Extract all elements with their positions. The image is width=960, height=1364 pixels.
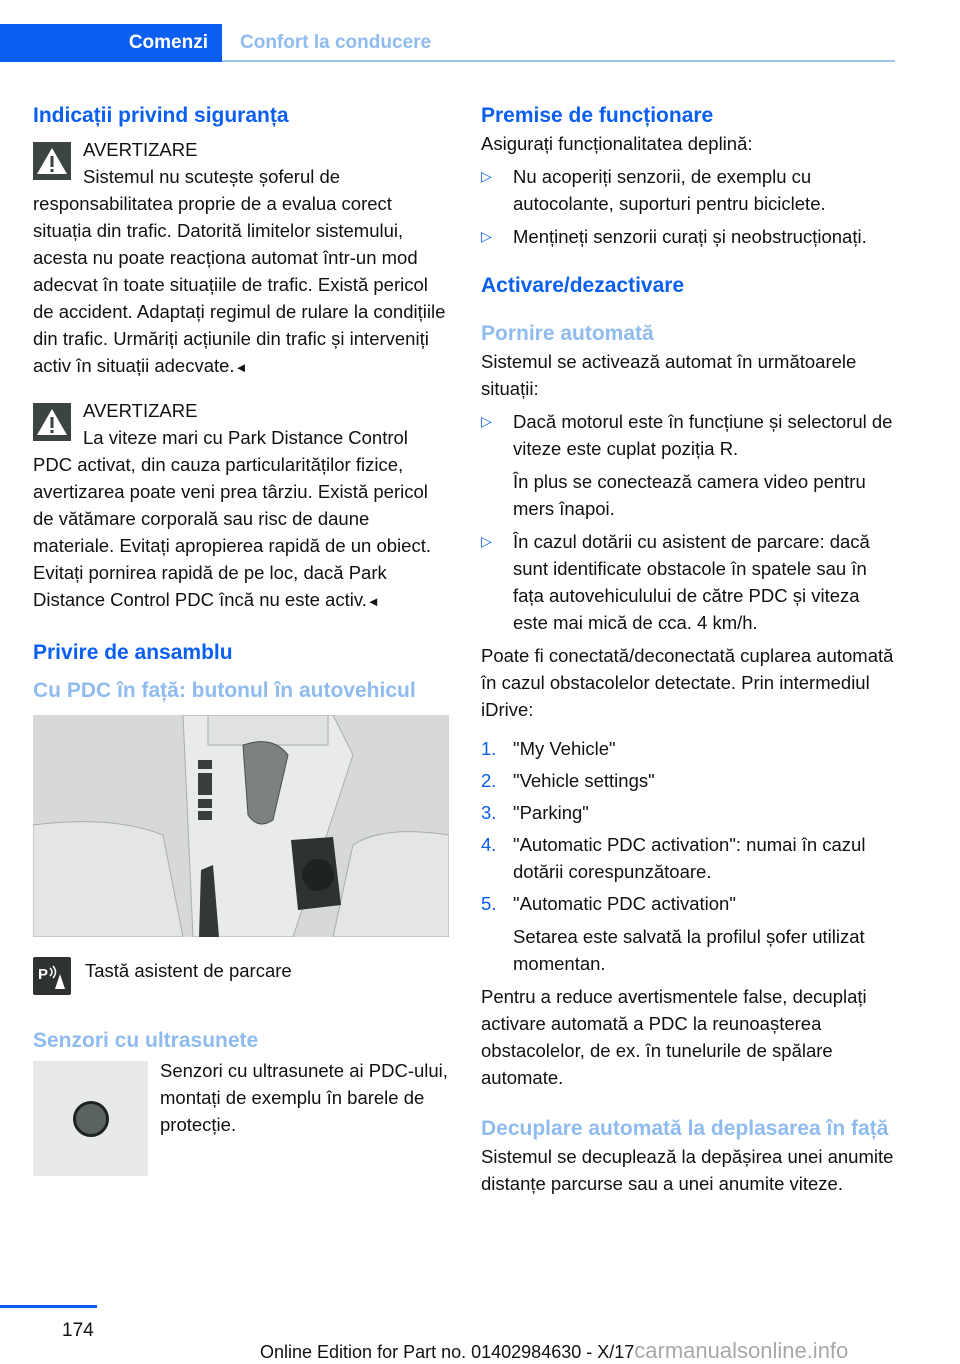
step-text: "Automatic PDC activation"	[513, 893, 736, 914]
triangle-bullet-icon: ▷	[481, 228, 492, 244]
prereq-list	[481, 163, 897, 250]
tab-label: Confort la conducere	[240, 32, 432, 53]
idrive-intro: Poate fi conectată/deconectată cuplarea automată în cazul obstacolelor detectate. Prin intermediul iDrive:	[481, 645, 894, 720]
tab-confort-la-conducere[interactable]	[240, 24, 431, 62]
edition-line	[260, 1338, 848, 1364]
edition-text: Online Edition for Part no. 01402984630 - X/17	[260, 1342, 635, 1362]
sensor-icon	[73, 1101, 109, 1137]
overview-heading: Privire de ansamblu	[33, 641, 233, 664]
decouple-text: Sistemul se decuplează la depășirea unei anumite distanțe parcurse sau a unei anumite viteze.	[481, 1146, 894, 1194]
tab-label: Comenzi	[128, 32, 208, 53]
header-divider	[222, 60, 895, 62]
footer-divider	[0, 1305, 97, 1308]
list-item	[481, 528, 897, 636]
parking-assist-caption: Tastă asistent de parcare	[85, 960, 292, 981]
prereq-intro: Asigurați funcționalitatea deplină:	[481, 133, 753, 154]
warning-label: AVERTIZARE	[83, 400, 198, 421]
triangle-bullet-icon: ▷	[481, 168, 492, 184]
decouple-heading: Decuplare automată la deplasarea în față	[481, 1117, 889, 1140]
step-item	[481, 890, 897, 977]
step-item	[481, 767, 897, 794]
page-number: 174	[62, 1320, 94, 1341]
button-subheading: Cu PDC în față: butonul în autovehicul	[33, 679, 416, 702]
list-item-text: În cazul dotării cu asistent de parcare: dacă sunt identificate obstacole în spatele sau în fața autovehiculului de către PDC și viteza este mai mică de cca. 4 km/h.	[513, 531, 870, 633]
warning-text-body: Sistemul nu scutește șoferul de responsabilitatea proprie de a evalua corect situația din trafic. Datorită limitelor sistemului, acesta nu poate reacționa automat într-un mod adecvat în toate situațiile de trafic. Există pericol de accident. Adaptați regimul de rulare la condițiile din trafic. Urmăriți acțiunile din trafic și interveniți activ în situații adecvate.	[33, 166, 446, 376]
step-number: 3.	[481, 802, 497, 823]
ultrasonic-sensor-image	[33, 1061, 148, 1176]
list-item	[481, 408, 897, 522]
activation-heading: Activare/dezactivare	[481, 274, 685, 297]
svg-text:P: P	[38, 966, 49, 983]
safety-heading: Indicații privind siguranța	[33, 104, 289, 127]
auto-start-intro: Sistemul se activează automat în următoarele situații:	[481, 351, 857, 399]
false-alarm-text: Pentru a reduce avertismentele false, decuplați activare automată a PDC la reunoașterea obstacolelor, de ex. în tunelurile de spălare automate.	[481, 986, 867, 1088]
step-text: "Automatic PDC activation": numai în cazul dotării corespunzătoare.	[513, 834, 866, 882]
warning-block-1	[33, 136, 449, 381]
parking-assist-button-icon	[33, 957, 71, 995]
warning-triangle-icon	[33, 142, 71, 180]
parking-assist-row	[33, 957, 449, 995]
step-item	[481, 735, 897, 762]
triangle-bullet-icon: ▷	[481, 413, 492, 429]
end-mark-icon: ◄	[366, 594, 380, 609]
list-item-text: Mențineți senzorii curați și neobstrucționați.	[513, 226, 867, 247]
sensors-heading: Senzori cu ultrasunete	[33, 1029, 259, 1052]
left-column	[33, 100, 449, 1176]
tab-comenzi[interactable]	[0, 24, 222, 62]
right-column	[481, 100, 897, 1197]
sensors-text: Senzori cu ultrasunete ai PDC-ului, montați de exemplu în barele de protecție.	[160, 1060, 448, 1135]
warning-block-2	[33, 397, 449, 615]
end-mark-icon: ◄	[234, 360, 248, 375]
step-number: 1.	[481, 738, 497, 759]
step-number: 4.	[481, 834, 497, 855]
watermark: carmanualsonline.info	[634, 1338, 849, 1363]
warning-text	[33, 163, 449, 381]
prereq-heading: Premise de funcționare	[481, 104, 714, 127]
warning-label: AVERTIZARE	[83, 139, 198, 160]
warning-text-body: La viteze mari cu Park Distance Control PDC activat, din cauza particularităților fizice, avertizarea poate veni prea târziu. Există pericol de vătămare corporală sau risc de daune materiale. Evitați apropierea rapidă de un obiect. Evitați pornirea rapidă de pe loc, dacă Park Distance Control PDC încă nu este activ.	[33, 427, 431, 610]
list-item-text: Dacă motorul este în funcțiune și selectorul de viteze este cuplat poziția R.	[513, 411, 893, 459]
idrive-steps	[481, 735, 897, 977]
step-item	[481, 799, 897, 826]
triangle-bullet-icon: ▷	[481, 533, 492, 549]
step-text: "My Vehicle"	[513, 738, 616, 759]
auto-start-list	[481, 408, 897, 636]
list-item-note: În plus se conectează camera video pentru mers înapoi.	[513, 471, 866, 519]
step-text: "Parking"	[513, 802, 589, 823]
auto-start-heading: Pornire automată	[481, 322, 654, 345]
step-number: 5.	[481, 893, 497, 914]
sensor-row	[33, 1061, 449, 1176]
center-console-illustration	[33, 715, 449, 937]
step-number: 2.	[481, 770, 497, 791]
list-item	[481, 223, 897, 250]
step-note: Setarea este salvată la profilul șofer utilizat momentan.	[513, 926, 865, 974]
step-item	[481, 831, 897, 885]
step-text: "Vehicle settings"	[513, 770, 655, 791]
list-item-text: Nu acoperiți senzorii, de exemplu cu autocolante, suporturi pentru biciclete.	[513, 166, 826, 214]
warning-text	[33, 424, 449, 615]
warning-triangle-icon	[33, 403, 71, 441]
list-item	[481, 163, 897, 217]
